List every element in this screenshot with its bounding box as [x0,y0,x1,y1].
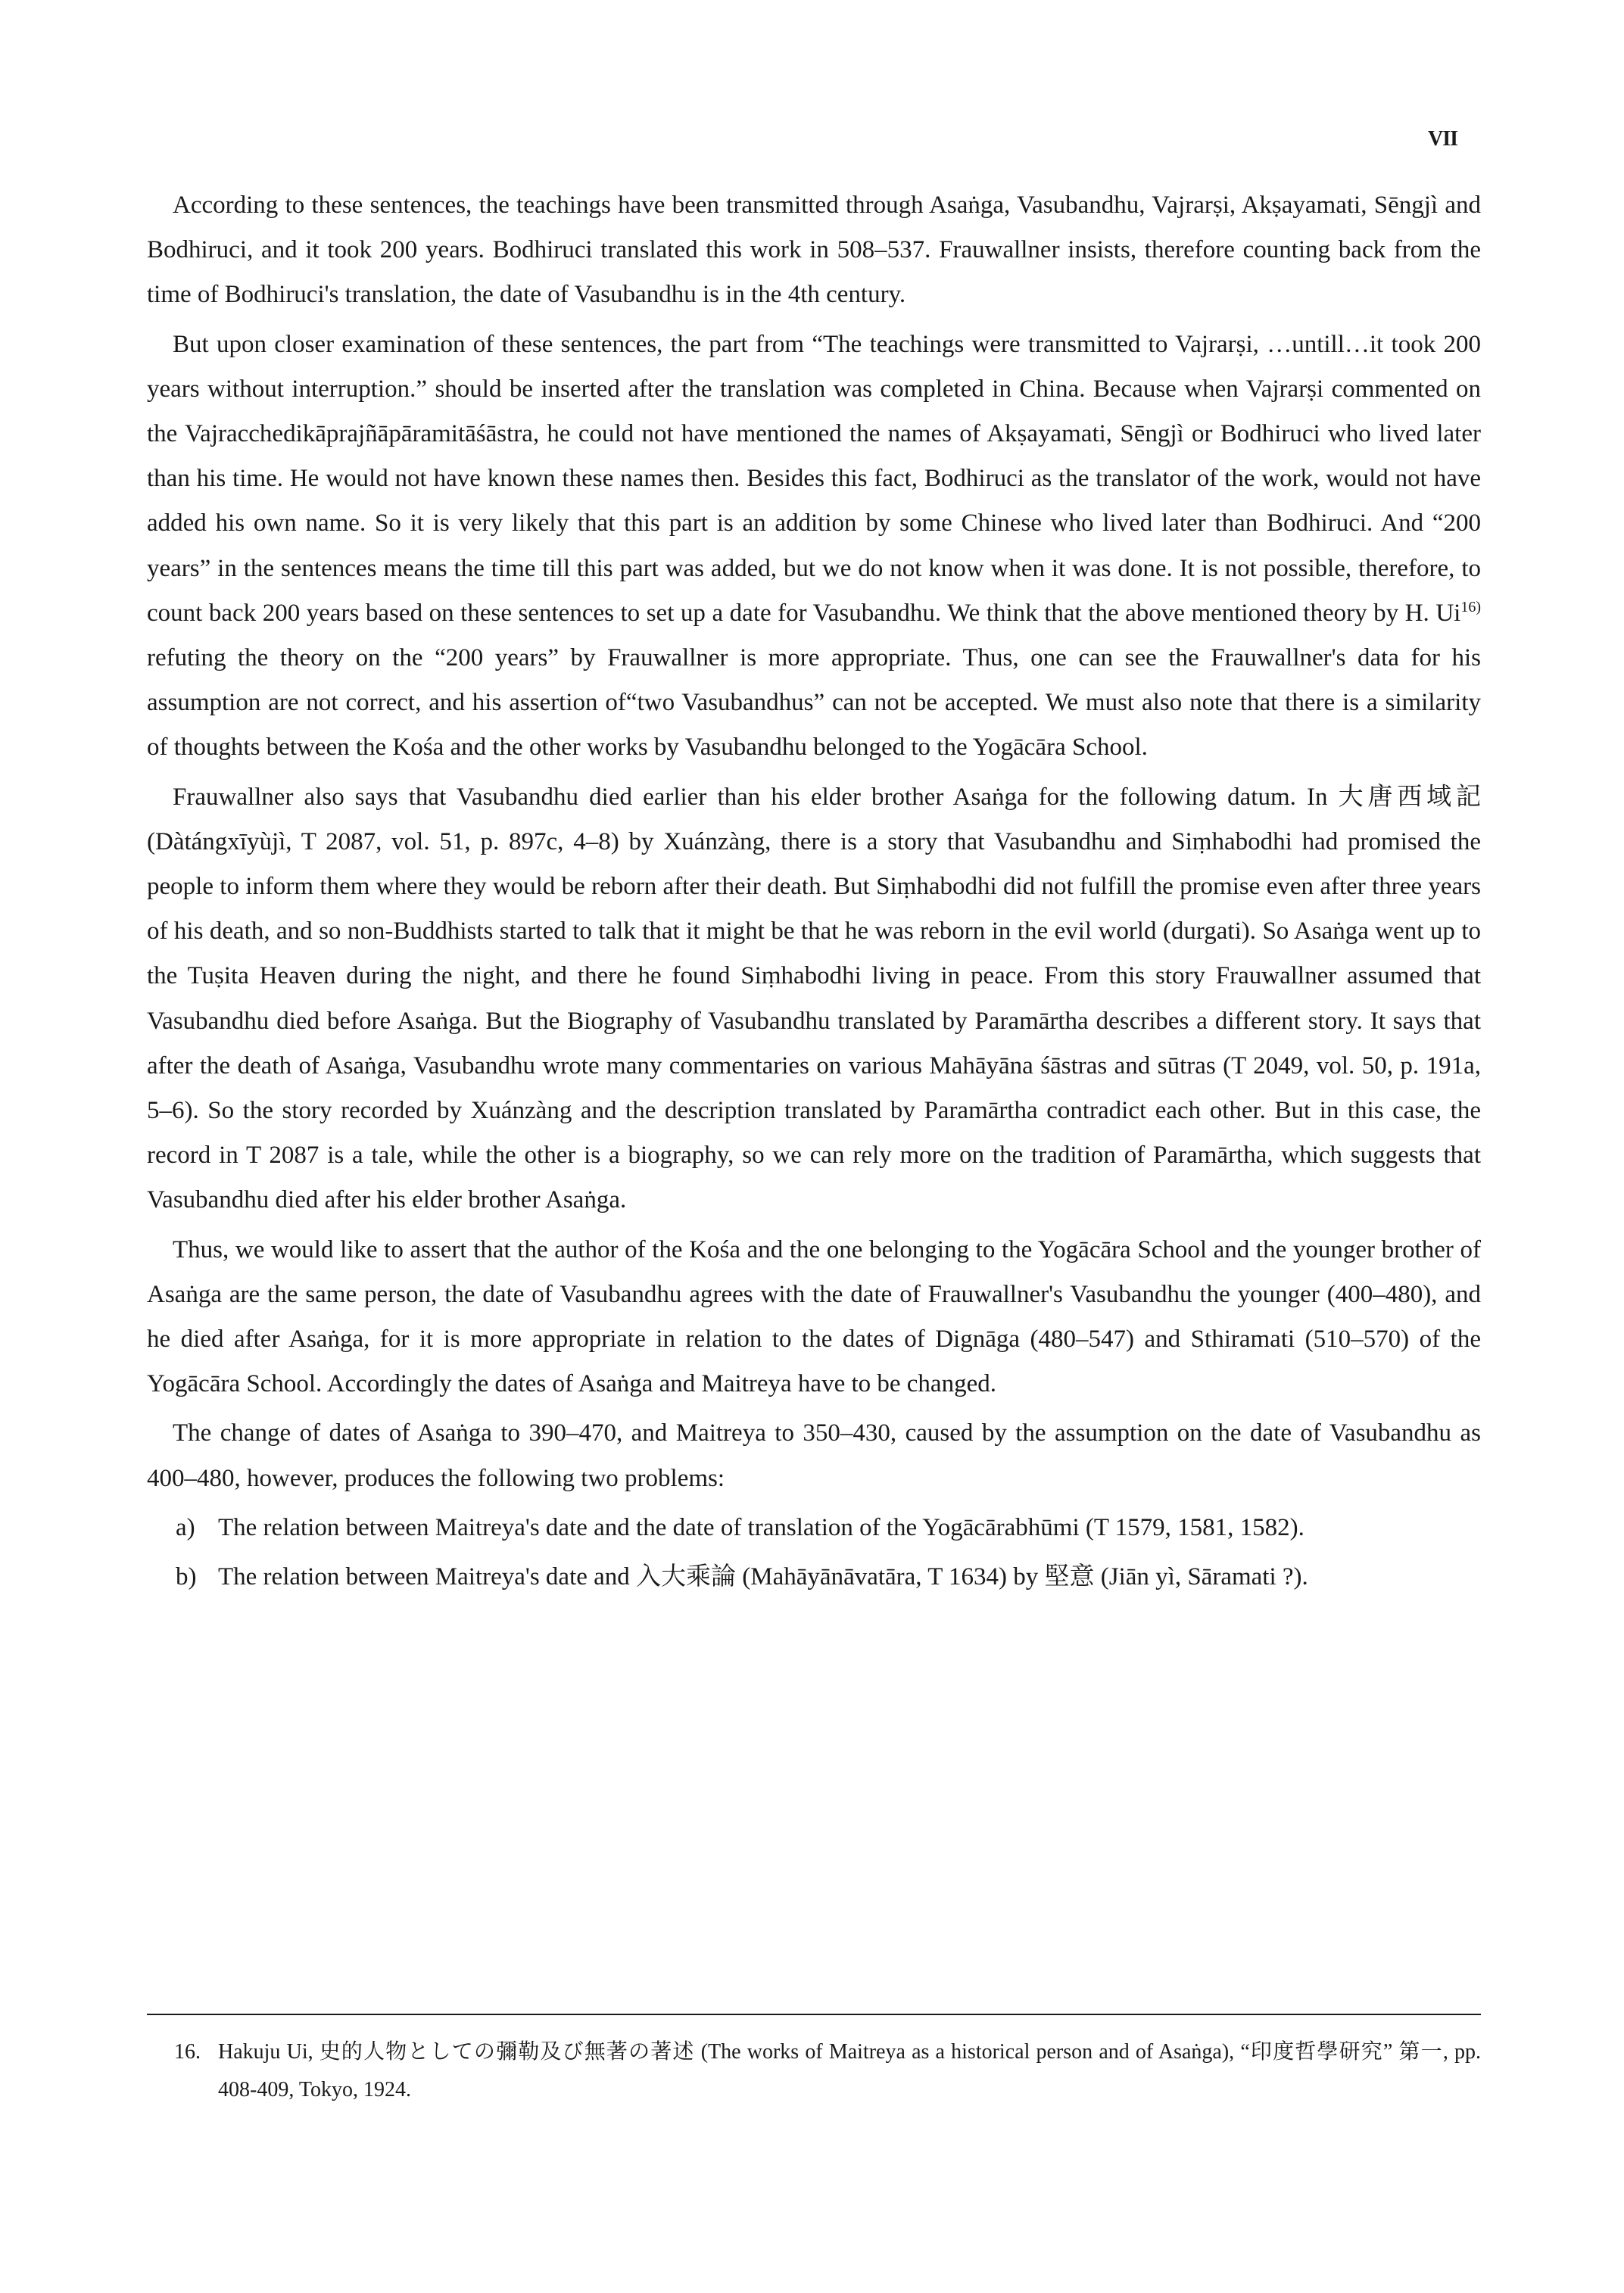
paragraph-4: Thus, we would like to assert that the author of the Kośa and the one belonging to the Yogācāra School and the younger brother of Asaṅga are the same person, the date of Vasubandhu agrees with the date of Frauwallner's Vasubandhu the younger (400–480), and he died after Asaṅga, for it is more appropriate in relation to the dates of Dignāga (480–547) and Sthiramati (510–570) of the Yogācāra School. Accordingly the dates of Asaṅga and Maitreya have to be changed. [147,1235,1481,1398]
paragraph-5: The change of dates of Asaṅga to 390–470, and Maitreya to 350–430, caused by the assumption on the date of Vasubandhu as 400–480, however, produces the following two problems: [147,1419,1481,1492]
paragraph-2-text-after: refuting the theory on the “200 years” by Frauwallner is more appropriate. Thus, one can see the Frauwallner's data for his assumption are not correct, and his assertion of“two Vasubandhus” can not be accepted. We must also note that there is a similarity of thoughts between the Kośa and the other works by Vasubandhu belonged to the Yogācāra School. [147,644,1481,762]
main-text [147,183,1481,1604]
footnotes-section [174,2033,1481,2109]
footnote-16 [174,2033,1481,2109]
list-marker: a) [176,1513,195,1541]
list-item-a [147,1506,1481,1550]
paragraph-2 [147,322,1481,771]
paragraph-2-text-before: But upon closer examination of these sentences, the part from “The teachings were transmitted to Vajrarṣi, …untill…it took 200 years without interruption.” should be inserted after the translation was completed in China. Because when Vajrarṣi commented on the Vajracchedikāprajñāpāramitāśāstra, he could not have mentioned the names of Akṣayamati, Sēngjì or Bodhiruci who lived later than his time. He would not have known these names then. Besides this fact, Bodhiruci as the translator of the work, would not have added his own name. So it is very likely that this part is an addition by some Chinese who lived later than Bodhiruci. And “200 years” in the sentences means the time till this part was added, but we do not know when it was done. It is not possible, therefore, to count back 200 years based on these sentences to set up a date for Vasubandhu. We think that the above mentioned theory by H. Ui [147,330,1481,627]
paragraph-1: According to these sentences, the teachings have been transmitted through Asaṅga, Vasubandhu, Vajrarṣi, Akṣayamati, Sēngjì and Bodhiruci, and it took 200 years. Bodhiruci translated this work in 508–537. Frauwallner insists, therefore counting back from the time of Bodhiruci's translation, the date of Vasubandhu is in the 4th century. [147,192,1481,309]
list-marker: b) [176,1563,197,1591]
footnote-text: Hakuju Ui, 史的人物としての彌勒及び無著の著述 (The works of Maitreya as a historical person and of Asaṅga), “印度哲學研究” 第一, pp. 408-409, Tokyo, 1924. [218,2040,1481,2101]
list-item-text: The relation between Maitreya's date and 入大乘論 (Mahāyānāvatāra, T 1634) by 堅意 (Jiān yì, Sāramati ?). [218,1563,1308,1591]
list-item-text: The relation between Maitreya's date and the date of translation of the Yogācārabhūmi (T 1579, 1581, 1582). [218,1513,1304,1541]
page-number: VII [1428,127,1458,151]
footnote-number: 16. [174,2040,201,2064]
paragraph-3: Frauwallner also says that Vasubandhu died earlier than his elder brother Asaṅga for the following datum. In 大唐西域記 (Dàtángxīyùjì, T 2087, vol. 51, p. 897c, 4–8) by Xuánzàng, there is a story that Vasubandhu and Siṃhabodhi had promised the people to inform them where they would be reborn after their death. But Siṃhabodhi did not fulfill the promise even after three years of his death, and so non-Buddhists started to talk that it might be that he was reborn in the evil world (durgati). So Asaṅga went up to the Tuṣita Heaven during the night, and there he found Siṃhabodhi living in peace. From this story Frauwallner assumed that Vasubandhu died before Asaṅga. But the Biography of Vasubandhu translated by Paramārtha describes a different story. It says that after the death of Asaṅga, Vasubandhu wrote many commentaries on various Mahāyāna śāstras and sūtras (T 2049, vol. 50, p. 191a, 5–6). So the story recorded by Xuánzàng and the description translated by Paramārtha contradict each other. But in this case, the record in T 2087 is a tale, while the other is a biography, so we can rely more on the tradition of Paramārtha, which suggests that Vasubandhu died after his elder brother Asaṅga. [147,783,1481,1214]
footnote-divider [147,2014,1481,2015]
list-item-b [147,1555,1481,1600]
footnote-reference-16: 16) [1460,598,1481,615]
